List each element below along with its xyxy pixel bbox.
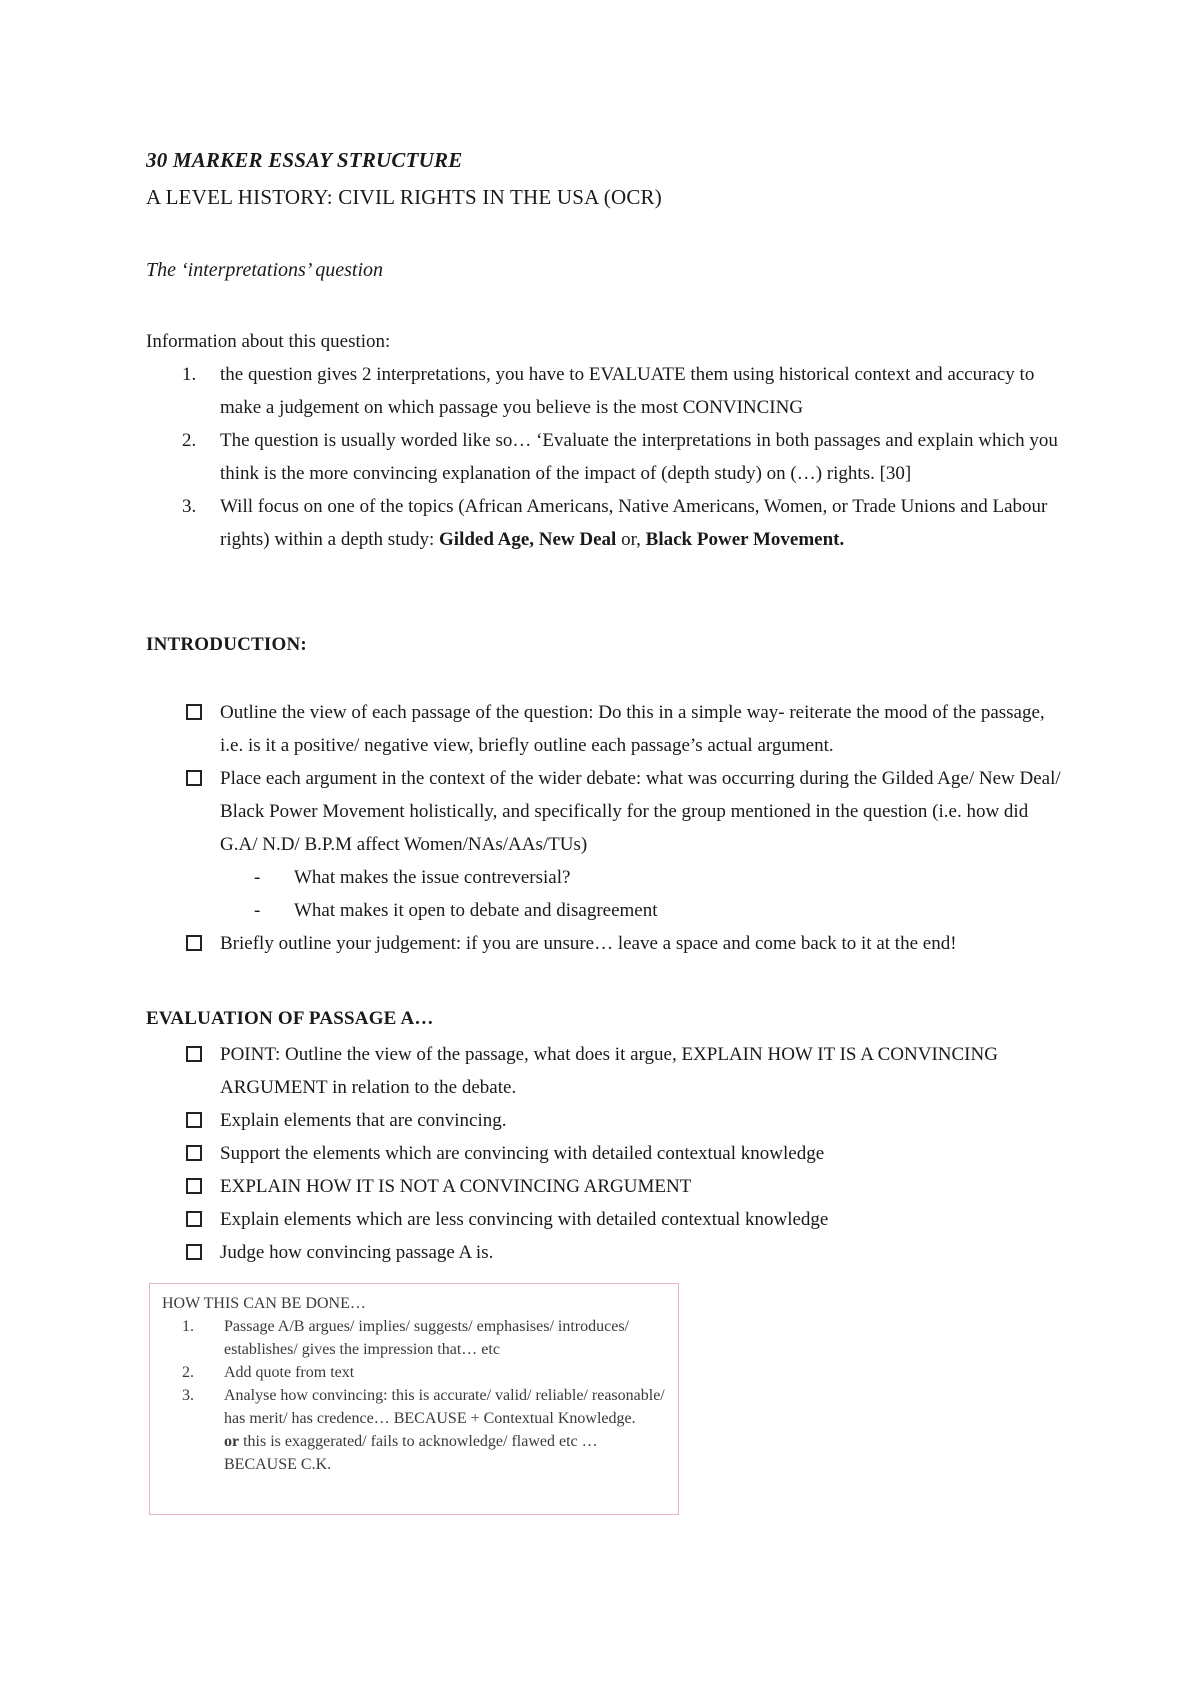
checklist-item-text: Outline the view of each passage of the question: Do this in a simple way- reiterate the mood of the passage, i.e. is it a positive/ negative view, briefly outline each passage’s actual argument. — [220, 702, 1045, 756]
introduction-item-3 — [186, 927, 1066, 960]
evaluation-item-5 — [186, 1203, 1066, 1236]
box-item-number: 1. — [182, 1318, 194, 1335]
evaluation-item-3 — [186, 1137, 1066, 1170]
introduction-checklist — [186, 696, 1066, 960]
debate-subitem-1 — [220, 861, 1066, 894]
depth-study-bold-1: Gilded Age, New Deal — [439, 529, 617, 550]
evaluation-item-1 — [186, 1038, 1066, 1104]
subitem-text: What makes it open to debate and disagreement — [294, 900, 658, 921]
checklist-item-text: EXPLAIN HOW IT IS NOT A CONVINCING ARGUMENT — [220, 1176, 692, 1197]
checkbox[interactable] — [186, 1046, 202, 1062]
checkbox[interactable] — [186, 1178, 202, 1194]
box-item-text: Passage A/B argues/ implies/ suggests/ emphasises/ introduces/ establishes/ gives the impression that… etc — [224, 1318, 629, 1358]
checklist-item-text: Place each argument in the context of the wider debate: what was occurring during the Gilded Age/ New Deal/ Black Power Movement holistically, and specifically for the group mentioned in the question (i.e. how did G.A/ N.D/ B.P.M affect Women/NAs/AAs/TUs) — [220, 768, 1061, 855]
box-item-2 — [162, 1361, 668, 1384]
info-item-text-mid: or, — [616, 529, 646, 550]
box-item-text: Add quote from text — [224, 1364, 355, 1381]
introduction-item-1 — [186, 696, 1066, 762]
box-item-3 — [162, 1384, 668, 1476]
checklist-item-text: Judge how convincing passage A is. — [220, 1242, 494, 1263]
document-title-italic: 30 MARKER ESSAY STRUCTURE — [146, 148, 463, 172]
introduction-heading: INTRODUCTION: — [146, 634, 307, 655]
question-type-subtitle: The ‘interpretations’ question — [146, 259, 384, 281]
box-or-word: or — [224, 1433, 240, 1450]
depth-study-bold-2: Black Power Movement. — [645, 529, 845, 550]
info-item-1 — [146, 358, 1066, 424]
subitem-text: What makes the issue contreversial? — [294, 867, 571, 888]
box-item-text-2: this is exaggerated/ fails to acknowledge/ flawed etc … BECAUSE C.K. — [224, 1433, 598, 1473]
evaluation-item-6 — [186, 1236, 1066, 1269]
checkbox[interactable] — [186, 1244, 202, 1260]
checkbox[interactable] — [186, 1145, 202, 1161]
debate-sublist — [220, 861, 1066, 927]
box-item-text: Analyse how convincing: this is accurate/ valid/ reliable/ reasonable/ has merit/ has credence… BECAUSE + Contextual Knowledge. — [224, 1387, 665, 1427]
box-item-1 — [162, 1315, 668, 1361]
info-list — [146, 358, 1066, 556]
document-title: A LEVEL HISTORY: CIVIL RIGHTS IN THE USA (OCR) — [146, 185, 662, 209]
info-item-text: the question gives 2 interpretations, you have to EVALUATE them using historical context and accuracy to make a judgement on which passage you believe is the most CONVINCING — [220, 364, 1035, 418]
checklist-item-text: POINT: Outline the view of the passage, what does it argue, EXPLAIN HOW IT IS A CONVINCING ARGUMENT in relation to the debate. — [220, 1044, 998, 1098]
debate-subitem-2 — [220, 894, 1066, 927]
evaluation-checklist — [186, 1038, 1066, 1269]
box-item-number: 3. — [182, 1387, 194, 1404]
info-item-text: The question is usually worded like so… ‘Evaluate the interpretations in both passages and explain which you think is the more convincing explanation of the impact of (depth study) on (…) rights. [30] — [220, 430, 1058, 484]
checkbox[interactable] — [186, 1112, 202, 1128]
how-this-can-be-done-box — [149, 1283, 679, 1515]
checklist-item-text: Explain elements that are convincing. — [220, 1110, 507, 1131]
info-item-number: 1. — [182, 364, 197, 385]
evaluation-item-4 — [186, 1170, 1066, 1203]
info-intro: Information about this question: — [146, 331, 391, 352]
checklist-item-text: Explain elements which are less convincing with detailed contextual knowledge — [220, 1209, 829, 1230]
box-list — [162, 1315, 668, 1476]
checklist-item-text: Briefly outline your judgement: if you are unsure… leave a space and come back to it at the end! — [220, 933, 957, 954]
info-item-number: 3. — [182, 496, 197, 517]
dash-bullet: - — [254, 900, 261, 921]
checklist-item-text: Support the elements which are convincing with detailed contextual knowledge — [220, 1143, 825, 1164]
info-item-3 — [146, 490, 1066, 556]
introduction-item-2 — [186, 762, 1066, 927]
checkbox[interactable] — [186, 770, 202, 786]
checkbox[interactable] — [186, 704, 202, 720]
info-item-2 — [146, 424, 1066, 490]
info-item-text: Will focus on one of the topics (African Americans, Native Americans, Women, or Trade Unions and Labour rights) within a depth study: — [220, 496, 1048, 550]
box-item-number: 2. — [182, 1364, 194, 1381]
evaluation-item-2 — [186, 1104, 1066, 1137]
checkbox[interactable] — [186, 1211, 202, 1227]
dash-bullet: - — [254, 867, 261, 888]
info-item-number: 2. — [182, 430, 197, 451]
checkbox[interactable] — [186, 935, 202, 951]
evaluation-heading: EVALUATION OF PASSAGE A… — [146, 1008, 434, 1029]
box-title: HOW THIS CAN BE DONE… — [162, 1295, 366, 1312]
